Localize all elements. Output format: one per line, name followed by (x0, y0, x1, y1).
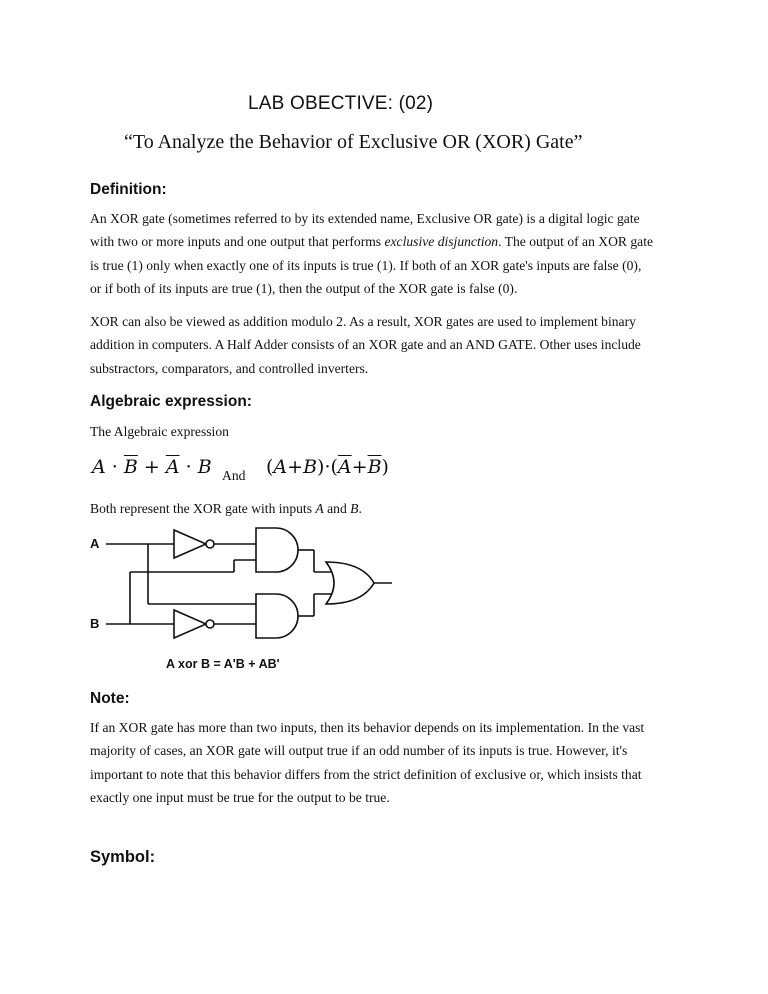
both-represent-end: . (358, 501, 362, 516)
variable-a: A (315, 501, 324, 516)
algebraic-heading: Algebraic expression: (90, 393, 252, 410)
symbol-heading: Symbol: (90, 848, 156, 866)
note-line-1: If an XOR gate has more than two inputs, then its behavior depends on its implementation. In the vast (90, 720, 645, 735)
both-represent-line (90, 497, 690, 520)
and-word: And (222, 468, 246, 483)
both-represent-start: Both represent the XOR gate with inputs (90, 501, 316, 516)
input-b-label: B (90, 616, 100, 631)
input-a-label: A (90, 536, 100, 551)
note-line-2: majority of cases, an XOR gate will output true if an odd number of its inputs is true. However, it's (90, 743, 628, 759)
or-gate (326, 562, 374, 604)
and-gate-1 (256, 528, 298, 572)
lab-title: LAB OBECTIVE: (02) (248, 93, 434, 114)
definition-p1-line-1: An XOR gate (sometimes referred to by its extended name, Exclusive OR gate) is a digital logic gate (90, 211, 640, 226)
definition-heading: Definition: (90, 181, 167, 198)
not-gate-a (174, 530, 206, 558)
definition-p1-line-2 (90, 230, 690, 253)
circuit-caption: A xor B = A'B + AB' (166, 657, 280, 671)
note-paragraph (90, 716, 690, 809)
definition-p1-line-4: or if both of its inputs are true (1), then the output of the XOR gate is false (0). (90, 280, 518, 296)
expression-product-of-sums: $(A+B)\cdot(\overline{A}+\overline{B})$ (266, 456, 389, 478)
expression-sum-of-products: $A \cdot \overline{B} + \overline{A} \cdot B$ (92, 456, 212, 478)
definition-paragraph-2 (90, 310, 690, 380)
note-line-4: exactly one input must be true for the output to be true. (90, 789, 390, 805)
not-gate-b-bubble (206, 620, 214, 628)
both-represent-text (90, 497, 690, 520)
both-represent-mid: and (323, 501, 351, 516)
definition-p2-line-3: substractors, comparators, and controlled inverters. (90, 360, 369, 376)
definition-paragraph-1 (90, 207, 690, 300)
algebraic-intro (90, 420, 690, 443)
note-heading: Note: (90, 690, 130, 707)
exclusive-disjunction-term: exclusive disjunction (384, 234, 499, 250)
note-line-3: important to note that this behavior differs from the strict definition of exclusive or, which insists that (90, 766, 642, 782)
lab-subtitle: “To Analyze the Behavior of Exclusive OR (XOR) Gate” (124, 131, 583, 153)
definition-p2-line-1: XOR can also be viewed as addition modulo 2. As a result, XOR gates are used to implement binary (90, 314, 636, 329)
xor-circuit-diagram (86, 522, 406, 674)
definition-p2-line-2: addition in computers. A Half Adder consists of an XOR gate and an AND GATE. Other uses include (90, 337, 641, 353)
and-gate-2 (256, 594, 298, 638)
definition-p1-line-3: is true (1) only when exactly one of its inputs is true (1). If both of an XOR gate's inputs are false (0), (90, 257, 642, 273)
algebraic-intro-text: The Algebraic expression (90, 424, 229, 439)
not-gate-a-bubble (206, 540, 214, 548)
variable-b: B (350, 501, 359, 516)
definition-p1-line-2-text: with two or more inputs and one output that performs (90, 234, 385, 250)
definition-p1-line-2-end: . The output of an XOR gate (498, 234, 654, 250)
not-gate-b (174, 610, 206, 638)
